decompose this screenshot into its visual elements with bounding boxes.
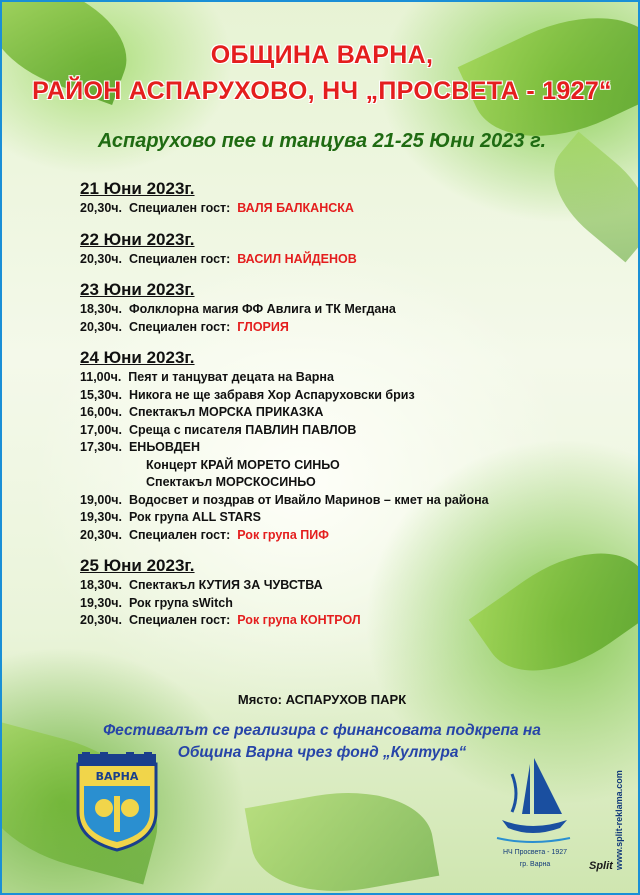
event-time: 20,30ч.: [80, 201, 123, 215]
svg-text:ВАРНА: ВАРНА: [95, 770, 139, 783]
schedule-event: [80, 577, 600, 595]
event-text: Пеят и танцуват децата на Варна: [128, 370, 334, 384]
schedule-event: [80, 439, 600, 457]
schedule-event: [80, 301, 600, 319]
event-guest: ВАЛЯ БАЛКАНСКА: [237, 201, 354, 215]
schedule-day: [80, 555, 600, 630]
schedule-event: [80, 422, 600, 440]
varna-crest-icon: [74, 752, 160, 852]
day-date: 21 Юни 2023г.: [80, 179, 195, 198]
schedule-event: [80, 509, 600, 527]
schedule-event: [80, 200, 600, 218]
event-text: Специален гост:: [128, 251, 231, 266]
event-text: Специален гост:: [128, 201, 231, 215]
event-text: Специален гост:: [128, 613, 231, 627]
schedule-event: [80, 319, 600, 337]
day-date: 24 Юни 2023г.: [80, 348, 195, 367]
schedule-event: [80, 404, 600, 422]
day-date: 23 Юни 2023г.: [80, 280, 195, 299]
event-text: Фолклорна магия ФФ Авлига и ТК Мегдана: [128, 302, 396, 316]
funding-line-1: Фестивалът се реализира с финансовата подкрепа на: [103, 722, 541, 739]
schedule-day: [80, 279, 600, 336]
event-text: Водосвет и поздрав от Ивайло Маринов – кмет на района: [128, 492, 489, 507]
event-guest: Рок група ПИФ: [237, 527, 329, 542]
event-time: 17,00ч.: [80, 422, 123, 437]
event-time: 20,30ч.: [80, 251, 123, 266]
schedule-event: [80, 369, 600, 387]
event-text: Рок група ALL STARS: [128, 510, 261, 524]
event-text: Спектакъл КУТИЯ ЗА ЧУВСТВА: [128, 578, 323, 592]
event-text: Спектакъл МОРСКОСИНЬО: [146, 475, 316, 489]
event-time: 11,00ч.: [80, 370, 122, 384]
event-text: Концерт КРАЙ МОРЕТО СИНЬО: [146, 457, 340, 472]
title-line-1: ОБЩИНА ВАРНА,: [210, 41, 434, 69]
event-text: Никога не ще забравя Хор Аспаруховски бриз: [128, 387, 415, 402]
event-text: Рок група sWitch: [128, 595, 233, 610]
day-date: 25 Юни 2023г.: [80, 556, 195, 575]
schedule-event: [80, 595, 600, 613]
schedule-event: [80, 527, 600, 545]
website-text: www.split-reklama.com: [614, 770, 624, 870]
schedule-day: [80, 347, 600, 544]
funding-line-2: Община Варна чрез фонд „Култура“: [177, 744, 467, 761]
event-time: 17,30ч.: [80, 440, 123, 454]
event-text: Специален гост:: [128, 527, 231, 542]
event-time: 20,30ч.: [80, 527, 123, 542]
event-time: 20,30ч.: [80, 319, 123, 334]
event-text: Спектакъл МОРСКА ПРИКАЗКА: [128, 405, 324, 419]
title-line-2: РАЙОН АСПАРУХОВО, НЧ „ПРОСВЕТА - 1927“: [32, 77, 612, 105]
event-time: 19,00ч.: [80, 492, 123, 507]
schedule-day: [80, 229, 600, 269]
event-time: 18,30ч.: [80, 302, 123, 316]
event-text: Специален гост:: [128, 319, 231, 334]
brand-logo: Split: [589, 860, 613, 872]
schedule-day: [80, 178, 600, 218]
schedule-event: [80, 492, 600, 510]
logo-caption: НЧ Просвета - 1927: [502, 849, 568, 856]
event-time: 20,30ч.: [80, 613, 123, 627]
event-guest: Рок група КОНТРОЛ: [237, 613, 361, 627]
schedule-event: [80, 387, 600, 405]
event-time: 16,00ч.: [80, 405, 123, 419]
day-date: 22 Юни 2023г.: [80, 229, 195, 249]
leaf-decoration: [245, 777, 440, 895]
event-time: 19,30ч.: [80, 510, 123, 524]
venue: Място: АСПАРУХОВ ПАРК: [237, 692, 407, 707]
logo-caption-city: гр. Варна: [519, 861, 551, 868]
event-time: 19,30ч.: [80, 595, 123, 610]
event-guest: ГЛОРИЯ: [237, 319, 289, 334]
event-time: 15,30ч.: [80, 387, 123, 402]
schedule-event: [80, 474, 600, 492]
schedule-event: [80, 251, 600, 269]
schedule: [80, 178, 600, 641]
festival-subtitle: Аспарухово пее и танцува 21-25 Юни 2023 г.: [97, 130, 547, 152]
prosveta-logo-icon: [482, 754, 582, 854]
event-time: 18,30ч.: [80, 578, 123, 592]
event-text: Среща с писателя ПАВЛИН ПАВЛОВ: [128, 422, 357, 437]
schedule-event: [80, 457, 600, 475]
schedule-event: [80, 612, 600, 630]
event-text: ЕНЬОВДЕН: [128, 440, 201, 454]
event-guest: ВАСИЛ НАЙДЕНОВ: [237, 251, 357, 266]
